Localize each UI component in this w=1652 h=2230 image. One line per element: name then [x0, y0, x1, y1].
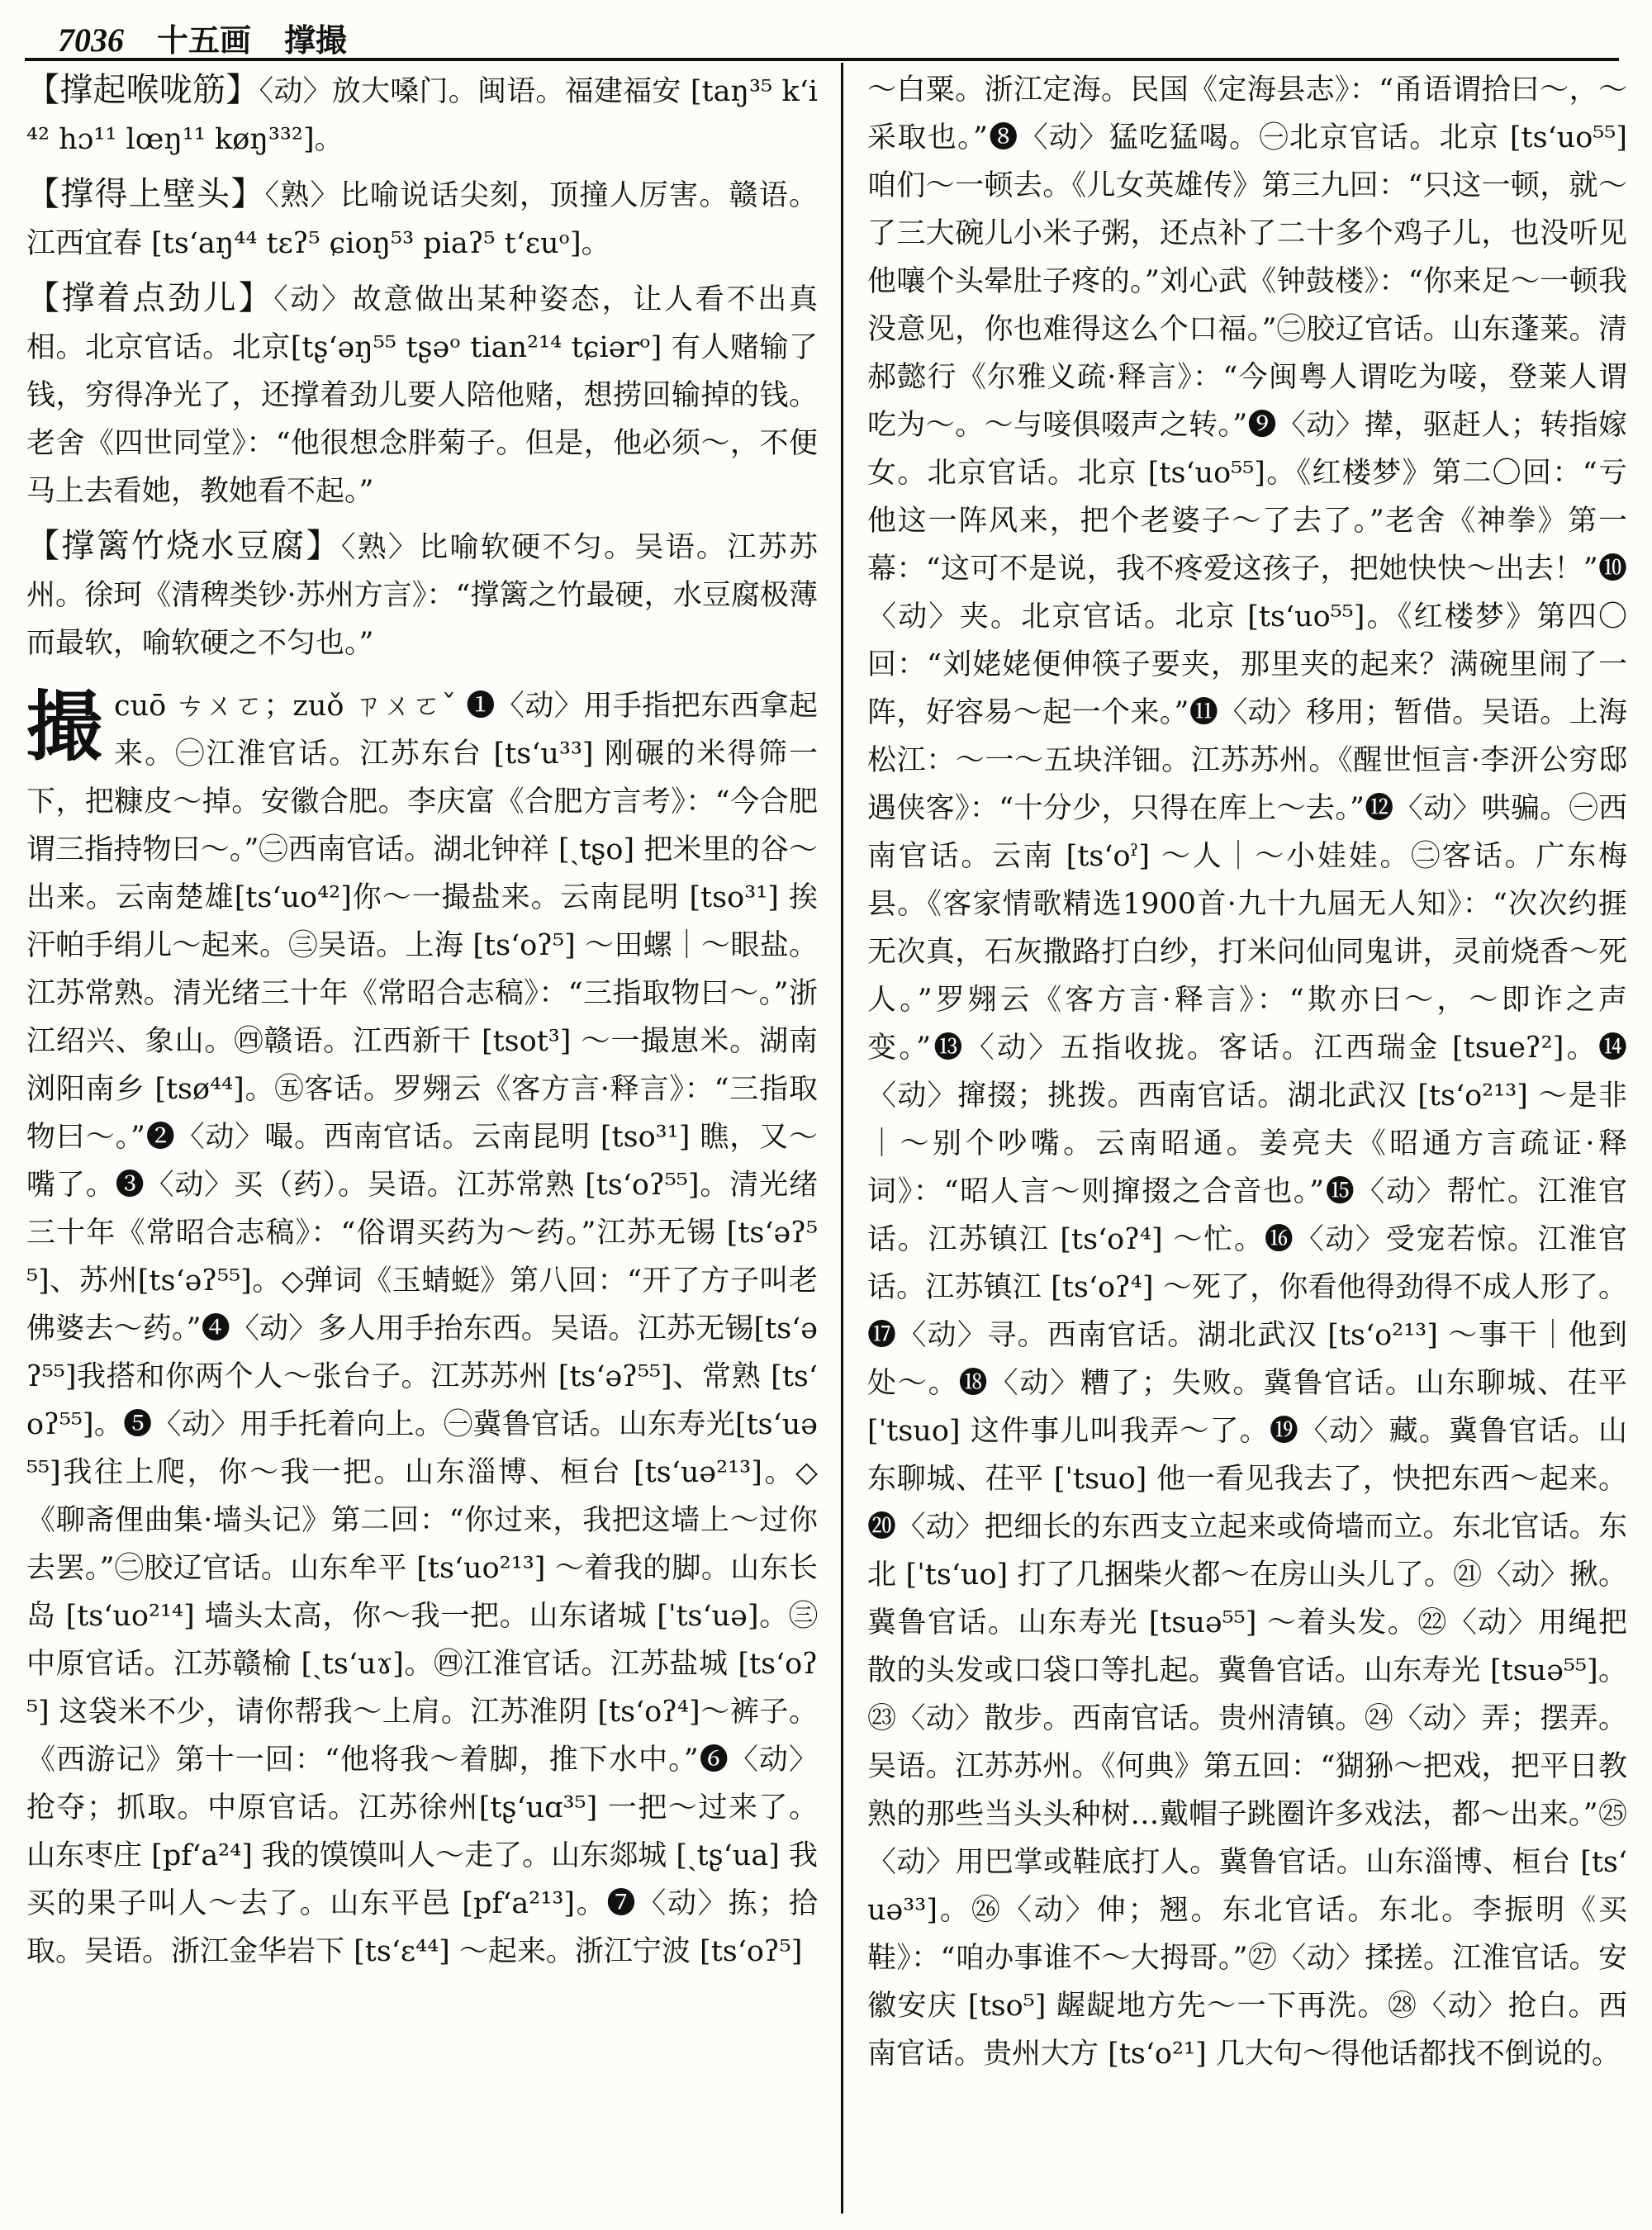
entry-text: ❶〈动〉用手指把东西拿起来。㊀江淮官话。江苏东台 [tsʻu³³] 刚碾的米得筛一下，把糠皮～掉。安徽合肥。李庆富《合肥方言考》：“今合肥谓三指持物曰～。”㊁西南官话。湖北钟祥 [ˏtʂo] 把米里的谷～出来。云南楚雄[tsʻuo⁴²]你～一撮盐来。云南昆明 [tso³¹] 挨汗帕手绢儿～起来。㊂吴语。上海 [tsʻoʔ⁵] ～田螺｜～眼盐。江苏常熟。清光绪三十年《常昭合志稿》：“三指取物曰～。”浙江绍兴、象山。㊃赣语。江西新干 [tsot³] ～一撮崽米。湖南浏阳南乡 [tsø⁴⁴]。㊄客话。罗翙云《客方言·释言》：“三指取物曰～。”❷〈动〉嘬。西南官话。云南昆明 [tso³¹] 瞧，又～嘴了。❸〈动〉买（药）。吴语。江苏常熟 [tsʻoʔ⁵⁵]。清光绪三十年《常昭合志稿》：“俗谓买药为～药。”江苏无锡 [tsʻəʔ⁵⁵]、苏州[tsʻəʔ⁵⁵]。◇弹词《玉蜻蜓》第八回：“开了方子叫老佛婆去～药。”❹〈动〉多人用手抬东西。吴语。江苏无锡[tsʻəʔ⁵⁵]我搭和你两个人～张台子。江苏苏州 [tsʻəʔ⁵⁵]、常熟 [tsʻoʔ⁵⁵]。❺〈动〉用手托着向上。㊀冀鲁官话。山东寿光[tsʻuə⁵⁵]我往上爬，你～我一把。山东淄博、桓台 [tsʻuə²¹³]。◇《聊斋俚曲集·墙头记》第二回：“你过来，我把这墙上～过你去罢。”㊁胶辽官话。山东牟平 [tsʻuo²¹³] ～着我的脚。山东长岛 [tsʻuo²¹⁴] 墙头太高，你～我一把。山东诸城 [ˈtsʻuə]。㊂中原官话。江苏赣榆 [ˏtsʻuɤ]。㊃江淮官话。江苏盐城 [tsʻoʔ⁵] 这袋米不少，请你帮我～上肩。江苏淮阴 [tsʻoʔ⁴]～裤子。《西游记》第十一回：“他将我～着脚，推下水中。”❻〈动〉抢夺；抓取。中原官话。江苏徐州[tʂʻuɑ³⁵] 一把～过来了。山东枣庄 [pfʻa²⁴] 我的馍馍叫人～走了。山东郯城 [ˏtʂʻua] 我买的果子叫人～去了。山东平邑 [pfʻa²¹³]。❼〈动〉拣；拾取。吴语。浙江金华岩下 [tsʻɛ⁴⁴] ～起来。浙江宁波 [tsʻoʔ⁵]: [26, 690, 818, 1968]
column-divider: [841, 63, 843, 2213]
left-column: [26, 66, 818, 2222]
header-divider: [25, 58, 1619, 61]
entry-headword: 【撑得上壁头】: [26, 175, 265, 213]
page-number: 7036: [58, 21, 124, 59]
entry-headword: 【撑着点劲儿】: [26, 279, 274, 317]
right-column: [867, 66, 1627, 2222]
entry-text: 〈熟〉比喻软硬不匀。吴语。江苏苏州。徐珂《清稗类钞·苏州方言》：“撑篱之竹最硬，水豆腐极薄而最软，喻软硬之不匀也。”: [26, 531, 818, 660]
entry-text: 〈动〉放大嗓门。闽语。福建福安 [taŋ³⁵ kʻi⁴² hɔ¹¹ lœŋ¹¹ køŋ³³²]。: [26, 75, 818, 156]
entry-headword: 【撑篱竹烧水豆腐】: [26, 527, 341, 565]
entry-text: 〈动〉故意做出某种姿态，让人看不出真相。北京官话。北京[tʂʻəŋ⁵⁵ tʂəᵒ tian²¹⁴ tɕiərᵒ] 有人赌输了钱，穷得净光了，还撑着劲儿要人陪他赌，想捞回输掉的钱。老舍《四世同堂》：“他很想念胖菊子。但是，他必须～，不便马上去看她，教她看不起。”: [26, 283, 818, 508]
header-chars: 撑撮: [284, 21, 348, 59]
entry-text: 〈熟〉比喻说话尖刻，顶撞人厉害。赣语。江西宜春 [tsʻaŋ⁴⁴ tɛʔ⁵ ɕioŋ⁵³ piaʔ⁵ tʻɛuᵒ]。: [26, 179, 818, 260]
entry-cheng-zhe-dian-jin-er: [26, 274, 818, 515]
page-header: [58, 15, 347, 64]
pronunciation: cuō ㄘㄨㄛ；zuǒ ㄗㄨㄛˇ: [114, 690, 457, 723]
headword-char-cuo: 撮: [26, 682, 103, 771]
entry-cheng-qi-hou-long-jin: [26, 66, 818, 164]
entry-cheng-de-shang-bi-tou: [26, 170, 818, 268]
entry-cheng-li-zhu-shao-shui-dou-fu: [26, 522, 818, 667]
entry-cuo-body: [26, 682, 818, 1976]
section-label: 十五画: [157, 21, 252, 59]
entry-cuo: [26, 682, 818, 1976]
entry-headword: 【撑起喉咙筋】: [26, 71, 259, 109]
entry-cuo-continued: ～白粟。浙江定海。民国《定海县志》：“甬语谓拾曰～，～采取也。”❽〈动〉猛吃猛喝。㊀北京官话。北京 [tsʻuo⁵⁵]咱们～一顿去。《儿女英雄传》第三九回：“只这一顿，就～了三大碗儿小米子粥，还点补了二十多个鸡子儿，也没听见他嚷个头晕肚子疼的。”刘心武《钟鼓楼》：“你来足～一顿我没意见，你也难得这么个口福。”㊁胶辽官话。山东蓬莱。清郝懿行《尔雅义疏·释言》：“今闽粤人谓吃为唼，登莱人谓吃为～。～与唼俱啜声之转。”❾〈动〉撵，驱赶人；转指嫁女。北京官话。北京 [tsʻuo⁵⁵]。《红楼梦》第二〇回：“亏他这一阵风来，把个老婆子～了去了。”老舍《神拳》第一幕：“这可不是说，我不疼爱这孩子，把她快快～出去！”❿〈动〉夹。北京官话。北京 [tsʻuo⁵⁵]。《红楼梦》第四〇回：“刘姥姥便伸筷子要夹，那里夹的起来？满碗里闹了一阵，好容易～起一个来。”⓫〈动〉移用；暂借。吴语。上海松江：～一～五块洋钿。江苏苏州。《醒世恒言·李汧公穷邸遇侠客》：“十分少，只得在库上～去。”⓬〈动〉哄骗。㊀西南官话。云南 [tsʻoˀ] ～人｜～小娃娃。㊁客话。广东梅县。《客家情歌精选1900首·九十九屆无人知》：“次次约捱无次真，石灰撒路打白纱，打米问仙同鬼讲，灵前烧香～死人。”罗翙云《客方言·释言》：“欺亦曰～，～即诈之声变。”⓭〈动〉五指收拢。客话。江西瑞金 [tsueʔ²]。⓮〈动〉撺掇；挑拨。西南官话。湖北武汉 [tsʻo²¹³] ～是非｜～别个吵嘴。云南昭通。姜亮夫《昭通方言疏证·释词》：“昭人言～则撺掇之合音也。”⓯〈动〉帮忙。江淮官话。江苏镇江 [tsʻoʔ⁴] ～忙。⓰〈动〉受宠若惊。江淮官话。江苏镇江 [tsʻoʔ⁴] ～死了，你看他得劲得不成人形了。⓱〈动〉寻。西南官话。湖北武汉 [tsʻo²¹³] ～事干｜他到处～。⓲〈动〉糟了；失败。冀鲁官话。山东聊城、茌平 [ˈtsuo] 这件事儿叫我弄～了。⓳〈动〉藏。冀鲁官话。山东聊城、茌平 [ˈtsuo] 他一看见我去了，快把东西～起来。⓴〈动〉把细长的东西支立起来或倚墙而立。东北官话。东北 [ˈtsʻuo] 打了几捆柴火都～在房山头儿了。㉑〈动〉揪。冀鲁官话。山东寿光 [tsuə⁵⁵] ～着头发。㉒〈动〉用绳把散的头发或口袋口等扎起。冀鲁官话。山东寿光 [tsuə⁵⁵]。㉓〈动〉散步。西南官话。贵州清镇。㉔〈动〉弄；摆弄。吴语。江苏苏州。《何典》第五回：“猢狲～把戏，把平日教熟的那些当头头种树…戴帽子跳圈许多戏法，都～出来。”㉕〈动〉用巴掌或鞋底打人。冀鲁官话。山东淄博、桓台 [tsʻuə³³]。㉖〈动〉伸；翘。东北官话。东北。李振明《买鞋》：“咱办事谁不～大拇哥。”㉗〈动〉揉搓。江淮官话。安徽安庆 [tso⁵] 龌龊地方先～一下再洗。㉘〈动〉抢白。西南官话。贵州大方 [tsʻo²¹] 几大句～得他话都找不倒说的。: [867, 74, 1627, 2071]
